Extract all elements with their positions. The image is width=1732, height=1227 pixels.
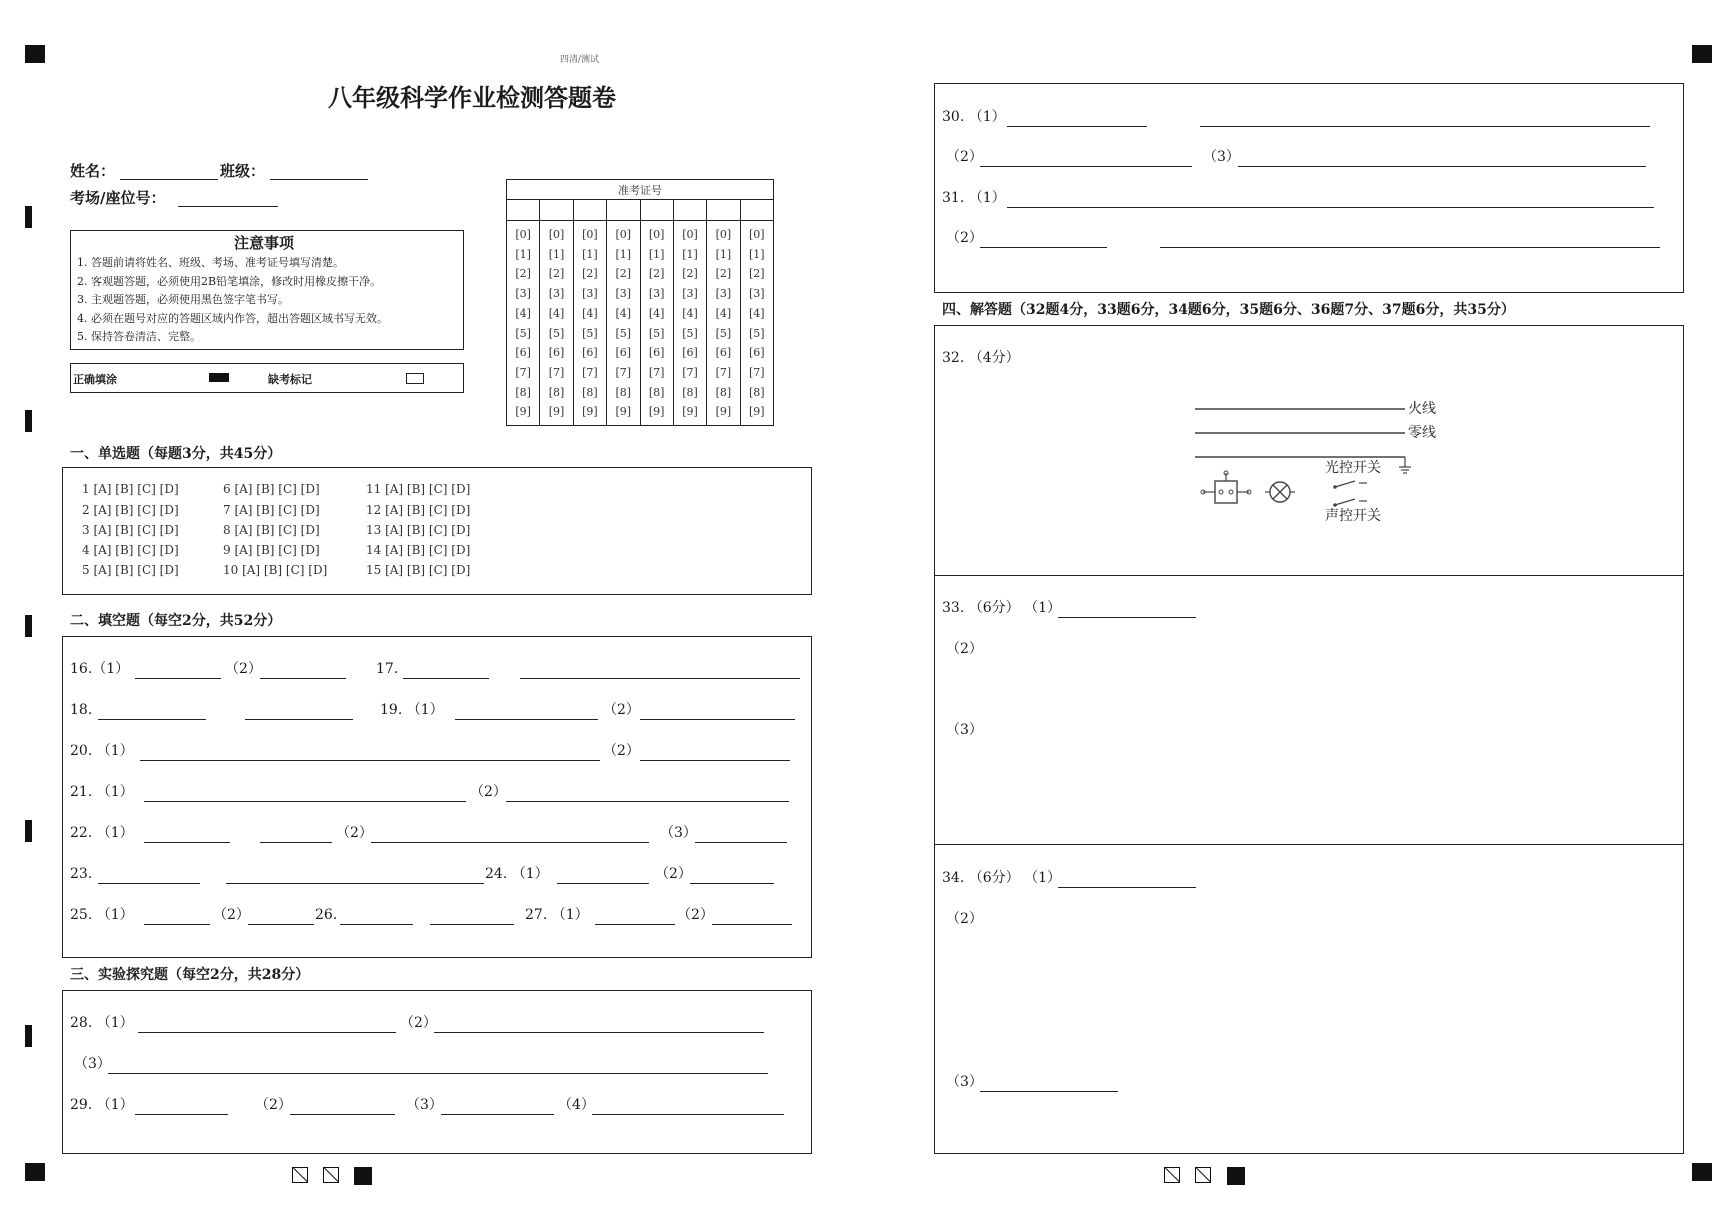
exam-id-digit-bubble[interactable]: [9] [582, 405, 598, 419]
choice-question-11[interactable]: 11 [A] [B] [C] [D] [366, 482, 471, 496]
exam-id-digit-bubble[interactable]: [6] [515, 346, 531, 360]
page-marker-empty [323, 1167, 339, 1183]
q31-1-blank[interactable] [1007, 207, 1654, 208]
exam-id-digit-bubble[interactable]: [1] [715, 247, 732, 261]
exam-id-digit-column [507, 221, 540, 426]
choice-question-10[interactable]: 10 [A] [B] [C] [D] [223, 563, 328, 577]
q34-2-label: （2） [946, 911, 983, 927]
q19-2-label: （2） [603, 702, 640, 718]
exam-id-input-cell[interactable] [573, 200, 606, 221]
exam-id-digit-bubble[interactable]: [9] [648, 405, 665, 419]
choice-question-9[interactable]: 9 [A] [B] [C] [D] [223, 543, 320, 557]
notice-box [70, 230, 464, 350]
exam-id-digit-bubble[interactable]: [2] [648, 267, 665, 281]
exam-id-digit-bubble[interactable]: [0] [715, 228, 732, 241]
q30-1b-blank[interactable] [1200, 126, 1650, 127]
q29-2-blank[interactable] [290, 1114, 395, 1115]
exam-id-digit-bubble[interactable]: [2] [682, 267, 698, 281]
q18-2-blank[interactable] [245, 719, 353, 720]
exam-id-digit-bubble[interactable]: [0] [615, 228, 632, 241]
q34-label: 34. （6分） （1） [942, 870, 1061, 886]
page-marker-filled [354, 1167, 372, 1185]
exam-id-digit-column [640, 221, 673, 426]
q28-3-label: （3） [74, 1056, 111, 1072]
exam-id-digit-column [740, 221, 773, 426]
exam-id-digit-bubble[interactable]: [3] [715, 287, 732, 301]
seat-label: 考场/座位号： [70, 189, 166, 207]
exam-id-input-cell[interactable] [507, 200, 540, 221]
exam-id-digit-bubble[interactable]: [5] [515, 326, 531, 340]
exam-id-digit-bubble[interactable]: [3] [749, 287, 765, 301]
q20-1-blank[interactable] [140, 760, 600, 761]
exam-id-digit-bubble[interactable]: [1] [515, 247, 531, 261]
q20-label: 20. （1） [70, 743, 134, 759]
exam-id-digit-bubble[interactable]: [1] [682, 247, 698, 261]
q33-label: 33. （6分） （1） [942, 600, 1061, 616]
q29-2-label: （2） [255, 1097, 292, 1113]
q26-1-blank[interactable] [340, 924, 413, 925]
section3-box [62, 990, 812, 1154]
exam-id-digit-bubble[interactable]: [6] [648, 346, 665, 360]
exam-id-digit-bubble[interactable]: [9] [682, 405, 698, 419]
exam-id-digit-bubble[interactable]: [1] [548, 247, 565, 261]
exam-id-digit-bubble[interactable]: [5] [749, 326, 765, 340]
q27-2-blank[interactable] [712, 924, 792, 925]
q16-2-label: （2） [225, 661, 262, 677]
q27-1-blank[interactable] [595, 924, 675, 925]
choice-question-15[interactable]: 15 [A] [B] [C] [D] [366, 563, 471, 577]
q26-2-blank[interactable] [430, 924, 514, 925]
q17-label: 17. [376, 661, 399, 677]
choice-question-5[interactable]: 5 [A] [B] [C] [D] [82, 563, 179, 577]
exam-id-input-cell[interactable] [540, 200, 573, 221]
exam-id-digit-bubble[interactable]: [8] [749, 385, 765, 399]
q19-2-blank[interactable] [640, 719, 795, 720]
section2-title: 二、填空题（每空2分，共52分） [70, 613, 282, 629]
q31-2b-blank[interactable] [1160, 247, 1660, 248]
exam-id-digit-bubble[interactable]: [4] [715, 306, 732, 320]
exam-id-digit-bubble[interactable]: [7] [582, 365, 598, 379]
q30-2-blank[interactable] [980, 166, 1192, 167]
q27-2-label: （2） [677, 907, 714, 923]
q28-label: 28. （1） [70, 1015, 134, 1031]
exam-id-digit-bubble[interactable]: [7] [682, 365, 698, 379]
exam-id-digit-bubble[interactable]: [6] [548, 346, 565, 360]
exam-id-digit-bubble[interactable]: [5] [648, 326, 665, 340]
fill-example-box [70, 363, 464, 393]
class-field[interactable] [270, 179, 368, 180]
q30-1a-blank[interactable] [1007, 126, 1147, 127]
exam-id-digit-bubble[interactable]: [3] [615, 287, 632, 301]
q25-label: 25. （1） [70, 907, 134, 923]
exam-id-digit-bubble[interactable]: [8] [615, 385, 632, 399]
q33-2-label: （2） [946, 641, 983, 657]
correct-fill-label: 正确填涂 [73, 373, 117, 386]
exam-id-digit-bubble[interactable]: [6] [582, 346, 598, 360]
corner-mark-bottom-left [25, 1163, 45, 1181]
exam-id-digit-bubble[interactable]: [3] [648, 287, 665, 301]
exam-id-digit-bubble[interactable]: [6] [749, 346, 765, 360]
exam-id-digit-bubble[interactable]: [4] [548, 306, 565, 320]
exam-id-digit-bubble[interactable]: [8] [515, 385, 531, 399]
exam-id-digit-bubble[interactable]: [4] [615, 306, 632, 320]
notice-item: 3. 主观题答题，必须使用黑色签字笔书写。 [77, 293, 289, 306]
exam-id-digit-bubble[interactable]: [8] [582, 385, 598, 399]
q24-label: 24. （1） [485, 866, 549, 882]
exam-id-digit-bubble[interactable]: [4] [515, 306, 531, 320]
exam-id-digit-bubble[interactable]: [3] [515, 287, 531, 301]
q16-2-blank[interactable] [260, 678, 346, 679]
q30-label: 30. （1） [942, 109, 1006, 125]
q29-4-label: （4） [558, 1097, 595, 1113]
q31-2-label: （2） [946, 230, 983, 246]
class-label: 班级： [220, 162, 266, 180]
q25-1-blank[interactable] [144, 924, 210, 925]
exam-id-digit-bubble[interactable]: [0] [548, 228, 565, 241]
page-title: 八年级科学作业检测答题卷 [328, 83, 616, 112]
q28-2-label: （2） [400, 1015, 437, 1031]
exam-id-digit-bubble[interactable]: [0] [749, 228, 765, 241]
exam-id-digit-bubble[interactable]: [9] [615, 405, 632, 419]
corner-mark-top-right [1692, 45, 1712, 63]
exam-id-digit-bubble[interactable]: [1] [582, 247, 598, 261]
page-marker-filled [1227, 1167, 1245, 1185]
choice-question-1[interactable]: 1 [A] [B] [C] [D] [82, 482, 179, 496]
exam-id-digit-bubble[interactable]: [7] [715, 365, 732, 379]
exam-id-digit-bubble[interactable]: [4] [648, 306, 665, 320]
q24-2-label: （2） [655, 866, 692, 882]
exam-id-digit-bubble[interactable]: [5] [715, 326, 732, 340]
absent-mark-checkbox[interactable] [406, 373, 424, 384]
q30-3-blank[interactable] [1238, 166, 1646, 167]
q24-2-blank[interactable] [690, 883, 774, 884]
q34-1-blank[interactable] [1058, 887, 1196, 888]
q17-2-blank[interactable] [520, 678, 800, 679]
socket-icon [1201, 471, 1251, 503]
exam-id-digit-bubble[interactable]: [4] [582, 306, 598, 320]
switch-icon [1333, 481, 1367, 507]
notice-item: 4. 必须在题号对应的答题区域内作答，超出答题区域书写无效。 [77, 312, 388, 325]
exam-id-input-cell[interactable] [673, 200, 706, 221]
q31-label: 31. （1） [942, 190, 1006, 206]
q29-label: 29. （1） [70, 1097, 134, 1113]
exam-id-digit-bubble[interactable]: [8] [548, 385, 565, 399]
q28-3-blank[interactable] [108, 1073, 768, 1074]
absent-mark-label: 缺考标记 [268, 373, 312, 386]
exam-id-digit-column [673, 221, 706, 426]
seat-field[interactable] [178, 206, 278, 207]
exam-id-digit-bubble[interactable]: [8] [682, 385, 698, 399]
q26-label: 26. [315, 907, 338, 923]
exam-id-digit-bubble[interactable]: [9] [548, 405, 565, 419]
q34-box [934, 844, 1684, 1154]
header-artifact: 四清/测试 [560, 55, 600, 65]
q22-3-label: （3） [660, 825, 697, 841]
exam-id-digit-bubble[interactable]: [0] [515, 228, 531, 241]
exam-id-digit-bubble[interactable]: [6] [615, 346, 632, 360]
q34-3-blank[interactable] [980, 1091, 1118, 1092]
exam-id-input-cell[interactable] [607, 200, 640, 221]
section3-title: 三、实验探究题（每空2分，共28分） [70, 967, 310, 983]
exam-id-digit-bubble[interactable]: [2] [615, 267, 632, 281]
q19-label: 19. （1） [380, 702, 444, 718]
exam-id-digit-bubble[interactable]: [0] [582, 228, 598, 241]
q34-3-label: （3） [946, 1074, 983, 1090]
exam-id-digit-bubble[interactable]: [1] [749, 247, 765, 261]
exam-id-digit-bubble[interactable]: [1] [648, 247, 665, 261]
lamp-icon [1265, 482, 1295, 502]
section4-title: 四、解答题（32题4分，33题6分，34题6分，35题6分、36题7分、37题6分，共35分） [942, 302, 1515, 318]
choice-question-4[interactable]: 4 [A] [B] [C] [D] [82, 543, 179, 557]
page-marker-empty [292, 1167, 308, 1183]
exam-id-digit-bubble[interactable]: [6] [682, 346, 698, 360]
exam-id-digit-bubble[interactable]: [7] [548, 365, 565, 379]
q16-1-blank[interactable] [135, 678, 221, 679]
exam-id-digit-bubble[interactable]: [9] [749, 405, 765, 419]
sound-switch-label: 声控开关 [1325, 508, 1381, 524]
q32-label: 32. （4分） [942, 350, 1020, 366]
exam-id-digit-bubble[interactable]: [8] [648, 385, 665, 399]
exam-id-digit-bubble[interactable]: [5] [682, 326, 698, 340]
exam-id-digit-bubble[interactable]: [0] [648, 228, 665, 241]
q18-1-blank[interactable] [98, 719, 206, 720]
q22-1b-blank[interactable] [260, 842, 332, 843]
q33-1-blank[interactable] [1058, 617, 1196, 618]
q29-4-blank[interactable] [592, 1114, 784, 1115]
exam-id-digit-column [573, 221, 606, 426]
exam-id-input-cell[interactable] [640, 200, 673, 221]
exam-id-digit-bubble[interactable]: [3] [582, 287, 598, 301]
name-label: 姓名： [70, 162, 116, 180]
q20-2-blank[interactable] [640, 760, 790, 761]
exam-id-digit-bubble[interactable]: [4] [682, 306, 698, 320]
q29-3-label: （3） [406, 1097, 443, 1113]
exam-id-digit-bubble[interactable]: [2] [548, 267, 565, 281]
choice-question-8[interactable]: 8 [A] [B] [C] [D] [223, 523, 320, 537]
exam-id-grid [506, 179, 774, 426]
q24-1-blank[interactable] [557, 883, 649, 884]
page-marker-empty [1195, 1167, 1211, 1183]
name-field[interactable] [120, 179, 218, 180]
q19-1-blank[interactable] [455, 719, 598, 720]
q18-label: 18. [70, 702, 93, 718]
exam-id-digit-bubble[interactable]: [7] [515, 365, 531, 379]
q31-2a-blank[interactable] [980, 247, 1107, 248]
correct-fill-sample [209, 373, 229, 382]
timing-mark [25, 410, 32, 432]
page-marker-empty [1164, 1167, 1180, 1183]
exam-id-digit-bubble[interactable]: [5] [548, 326, 565, 340]
exam-id-digit-bubble[interactable]: [2] [582, 267, 598, 281]
neutral-wire-label: 零线 [1408, 425, 1436, 441]
exam-id-digit-bubble[interactable]: [1] [615, 247, 632, 261]
q20-2-label: （2） [603, 743, 640, 759]
q22-3-blank[interactable] [695, 842, 787, 843]
q30-31-box [934, 83, 1684, 293]
light-switch-label: 光控开关 [1325, 460, 1381, 476]
exam-id-input-cell[interactable] [740, 200, 773, 221]
corner-mark-bottom-right [1692, 1163, 1712, 1181]
corner-mark-top-left [25, 45, 45, 63]
exam-id-digit-bubble[interactable]: [2] [515, 267, 531, 281]
section1-title: 一、单选题（每题3分，共45分） [70, 446, 282, 462]
exam-id-digit-bubble[interactable]: [9] [715, 405, 732, 419]
q23-1-blank[interactable] [98, 883, 200, 884]
timing-mark [25, 615, 32, 637]
q29-3-blank[interactable] [441, 1114, 554, 1115]
q21-label: 21. （1） [70, 784, 134, 800]
exam-id-digit-bubble[interactable]: [5] [582, 326, 598, 340]
exam-id-digit-bubble[interactable]: [4] [749, 306, 765, 320]
timing-mark [25, 820, 32, 842]
q27-label: 27. （1） [525, 907, 589, 923]
q22-label: 22. （1） [70, 825, 134, 841]
exam-id-digit-bubble[interactable]: [2] [749, 267, 765, 281]
q21-1-blank[interactable] [144, 801, 466, 802]
choice-question-2[interactable]: 2 [A] [B] [C] [D] [82, 503, 179, 517]
exam-id-digit-bubble[interactable]: [2] [715, 267, 732, 281]
q23-2-blank[interactable] [226, 883, 484, 884]
q33-3-label: （3） [946, 722, 983, 738]
exam-id-digit-column [607, 221, 640, 426]
choice-question-14[interactable]: 14 [A] [B] [C] [D] [366, 543, 471, 557]
q28-1-blank[interactable] [138, 1032, 396, 1033]
choice-question-12[interactable]: 12 [A] [B] [C] [D] [366, 503, 471, 517]
exam-id-digit-bubble[interactable]: [9] [515, 405, 531, 419]
exam-id-title: 准考证号 [507, 180, 774, 200]
exam-id-digit-column [540, 221, 573, 426]
exam-id-digit-bubble[interactable]: [6] [715, 346, 732, 360]
exam-id-digit-column [707, 221, 740, 426]
exam-id-digit-bubble[interactable]: [5] [615, 326, 632, 340]
choice-question-6[interactable]: 6 [A] [B] [C] [D] [223, 482, 320, 496]
exam-id-input-cell[interactable] [707, 200, 740, 221]
choice-question-3[interactable]: 3 [A] [B] [C] [D] [82, 523, 179, 537]
exam-id-digit-bubble[interactable]: [8] [715, 385, 732, 399]
q22-2-blank[interactable] [371, 842, 649, 843]
q28-2-blank[interactable] [434, 1032, 764, 1033]
q30-3-label: （3） [1203, 149, 1240, 165]
choice-question-7[interactable]: 7 [A] [B] [C] [D] [223, 503, 320, 517]
exam-id-digit-bubble[interactable]: [7] [648, 365, 665, 379]
q22-2-label: （2） [336, 825, 373, 841]
q17-1-blank[interactable] [403, 678, 489, 679]
notice-item: 1. 答题前请将姓名、班级、考场、准考证号填写清楚。 [77, 256, 344, 269]
exam-id-digit-bubble[interactable]: [3] [548, 287, 565, 301]
timing-mark [25, 206, 32, 228]
timing-mark [25, 1025, 32, 1047]
exam-id-digit-bubble[interactable]: [7] [749, 365, 765, 379]
q30-2-label: （2） [946, 149, 983, 165]
q25-2-label: （2） [213, 907, 250, 923]
notice-item: 2. 客观题答题，必须使用2B铅笔填涂，修改时用橡皮擦干净。 [77, 275, 382, 288]
exam-id-digit-bubble[interactable]: [3] [682, 287, 698, 301]
q21-2-blank[interactable] [506, 801, 789, 802]
q23-label: 23. [70, 866, 93, 882]
q21-2-label: （2） [470, 784, 507, 800]
notice-title: 注意事项 [234, 234, 295, 252]
notice-item: 5. 保持答卷清洁、完整。 [77, 330, 201, 343]
choice-question-13[interactable]: 13 [A] [B] [C] [D] [366, 523, 471, 537]
exam-id-digit-bubble[interactable]: [0] [682, 228, 698, 241]
live-wire-label: 火线 [1408, 401, 1436, 417]
q25-2-blank[interactable] [248, 924, 314, 925]
q22-1a-blank[interactable] [144, 842, 230, 843]
exam-id-digit-bubble[interactable]: [7] [615, 365, 632, 379]
q16-label: 16.（1） [70, 661, 130, 677]
q29-1-blank[interactable] [135, 1114, 228, 1115]
